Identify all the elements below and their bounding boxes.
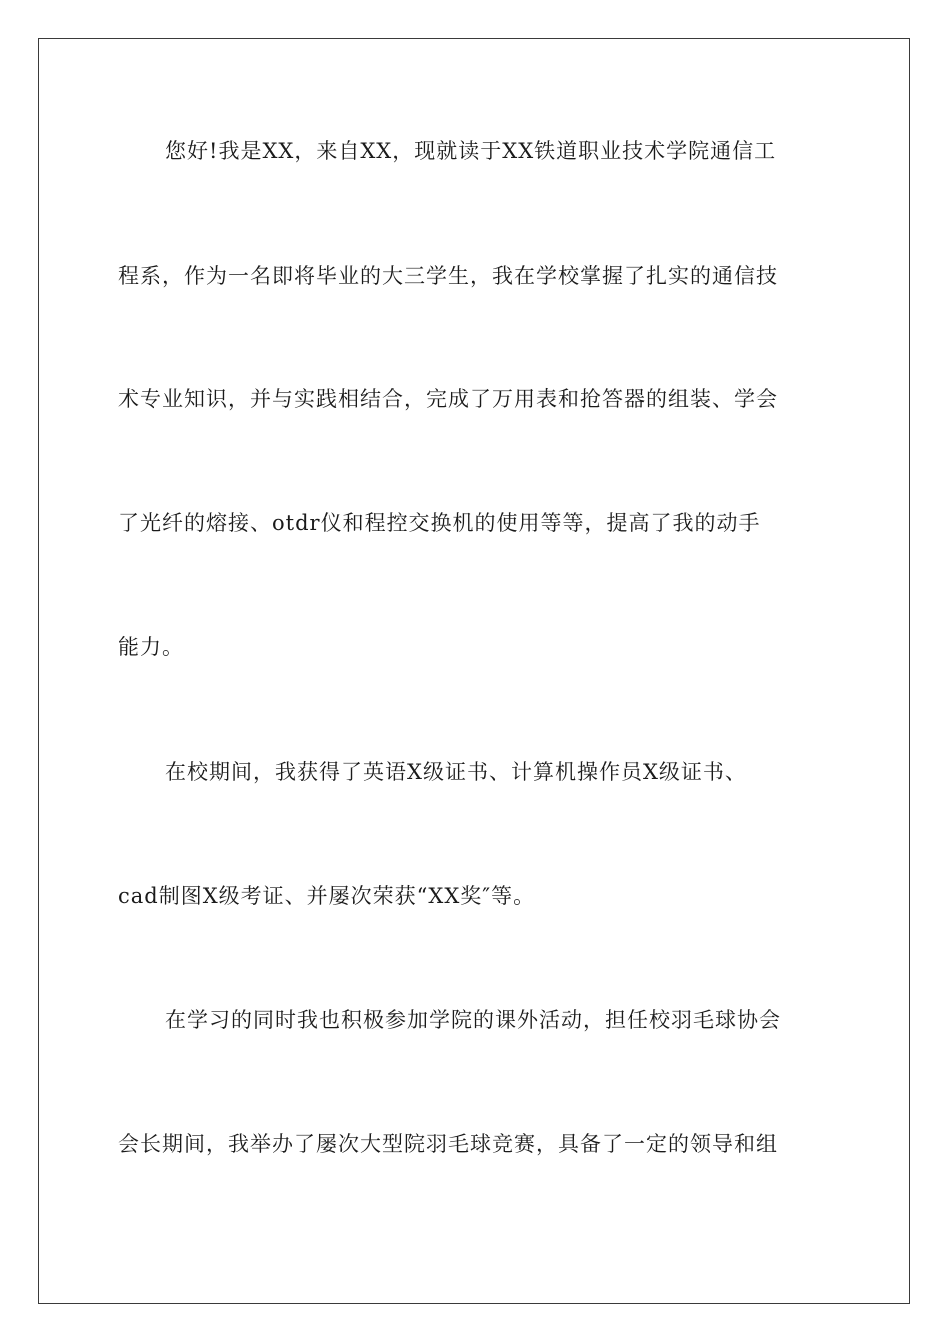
paragraph-2-line-2: cad制图X级考证、并屡次荣获“XX奖″等。 (118, 884, 536, 908)
paragraph-1-line-5: 能力。 (118, 635, 184, 659)
paragraph-2-line-1: 在校期间，我获得了英语X级证书、计算机操作员X级证书、 (165, 760, 747, 784)
page-border (38, 38, 910, 1304)
paragraph-3-line-2: 会长期间，我举办了屡次大型院羽毛球竞赛，具备了一定的领导和组 (118, 1132, 778, 1156)
paragraph-1-line-4: 了光纤的熔接、otdr仪和程控交换机的使用等等，提高了我的动手 (118, 511, 761, 535)
paragraph-1-line-1: 您好!我是XX，来自XX，现就读于XX铁道职业技术学院通信工 (165, 139, 777, 163)
paragraph-1-line-3: 术专业知识，并与实践相结合，完成了万用表和抢答器的组装、学会 (118, 387, 778, 411)
paragraph-3-line-1: 在学习的同时我也积极参加学院的课外活动，担任校羽毛球协会 (165, 1008, 781, 1032)
paragraph-1-line-2: 程系，作为一名即将毕业的大三学生，我在学校掌握了扎实的通信技 (118, 264, 778, 288)
